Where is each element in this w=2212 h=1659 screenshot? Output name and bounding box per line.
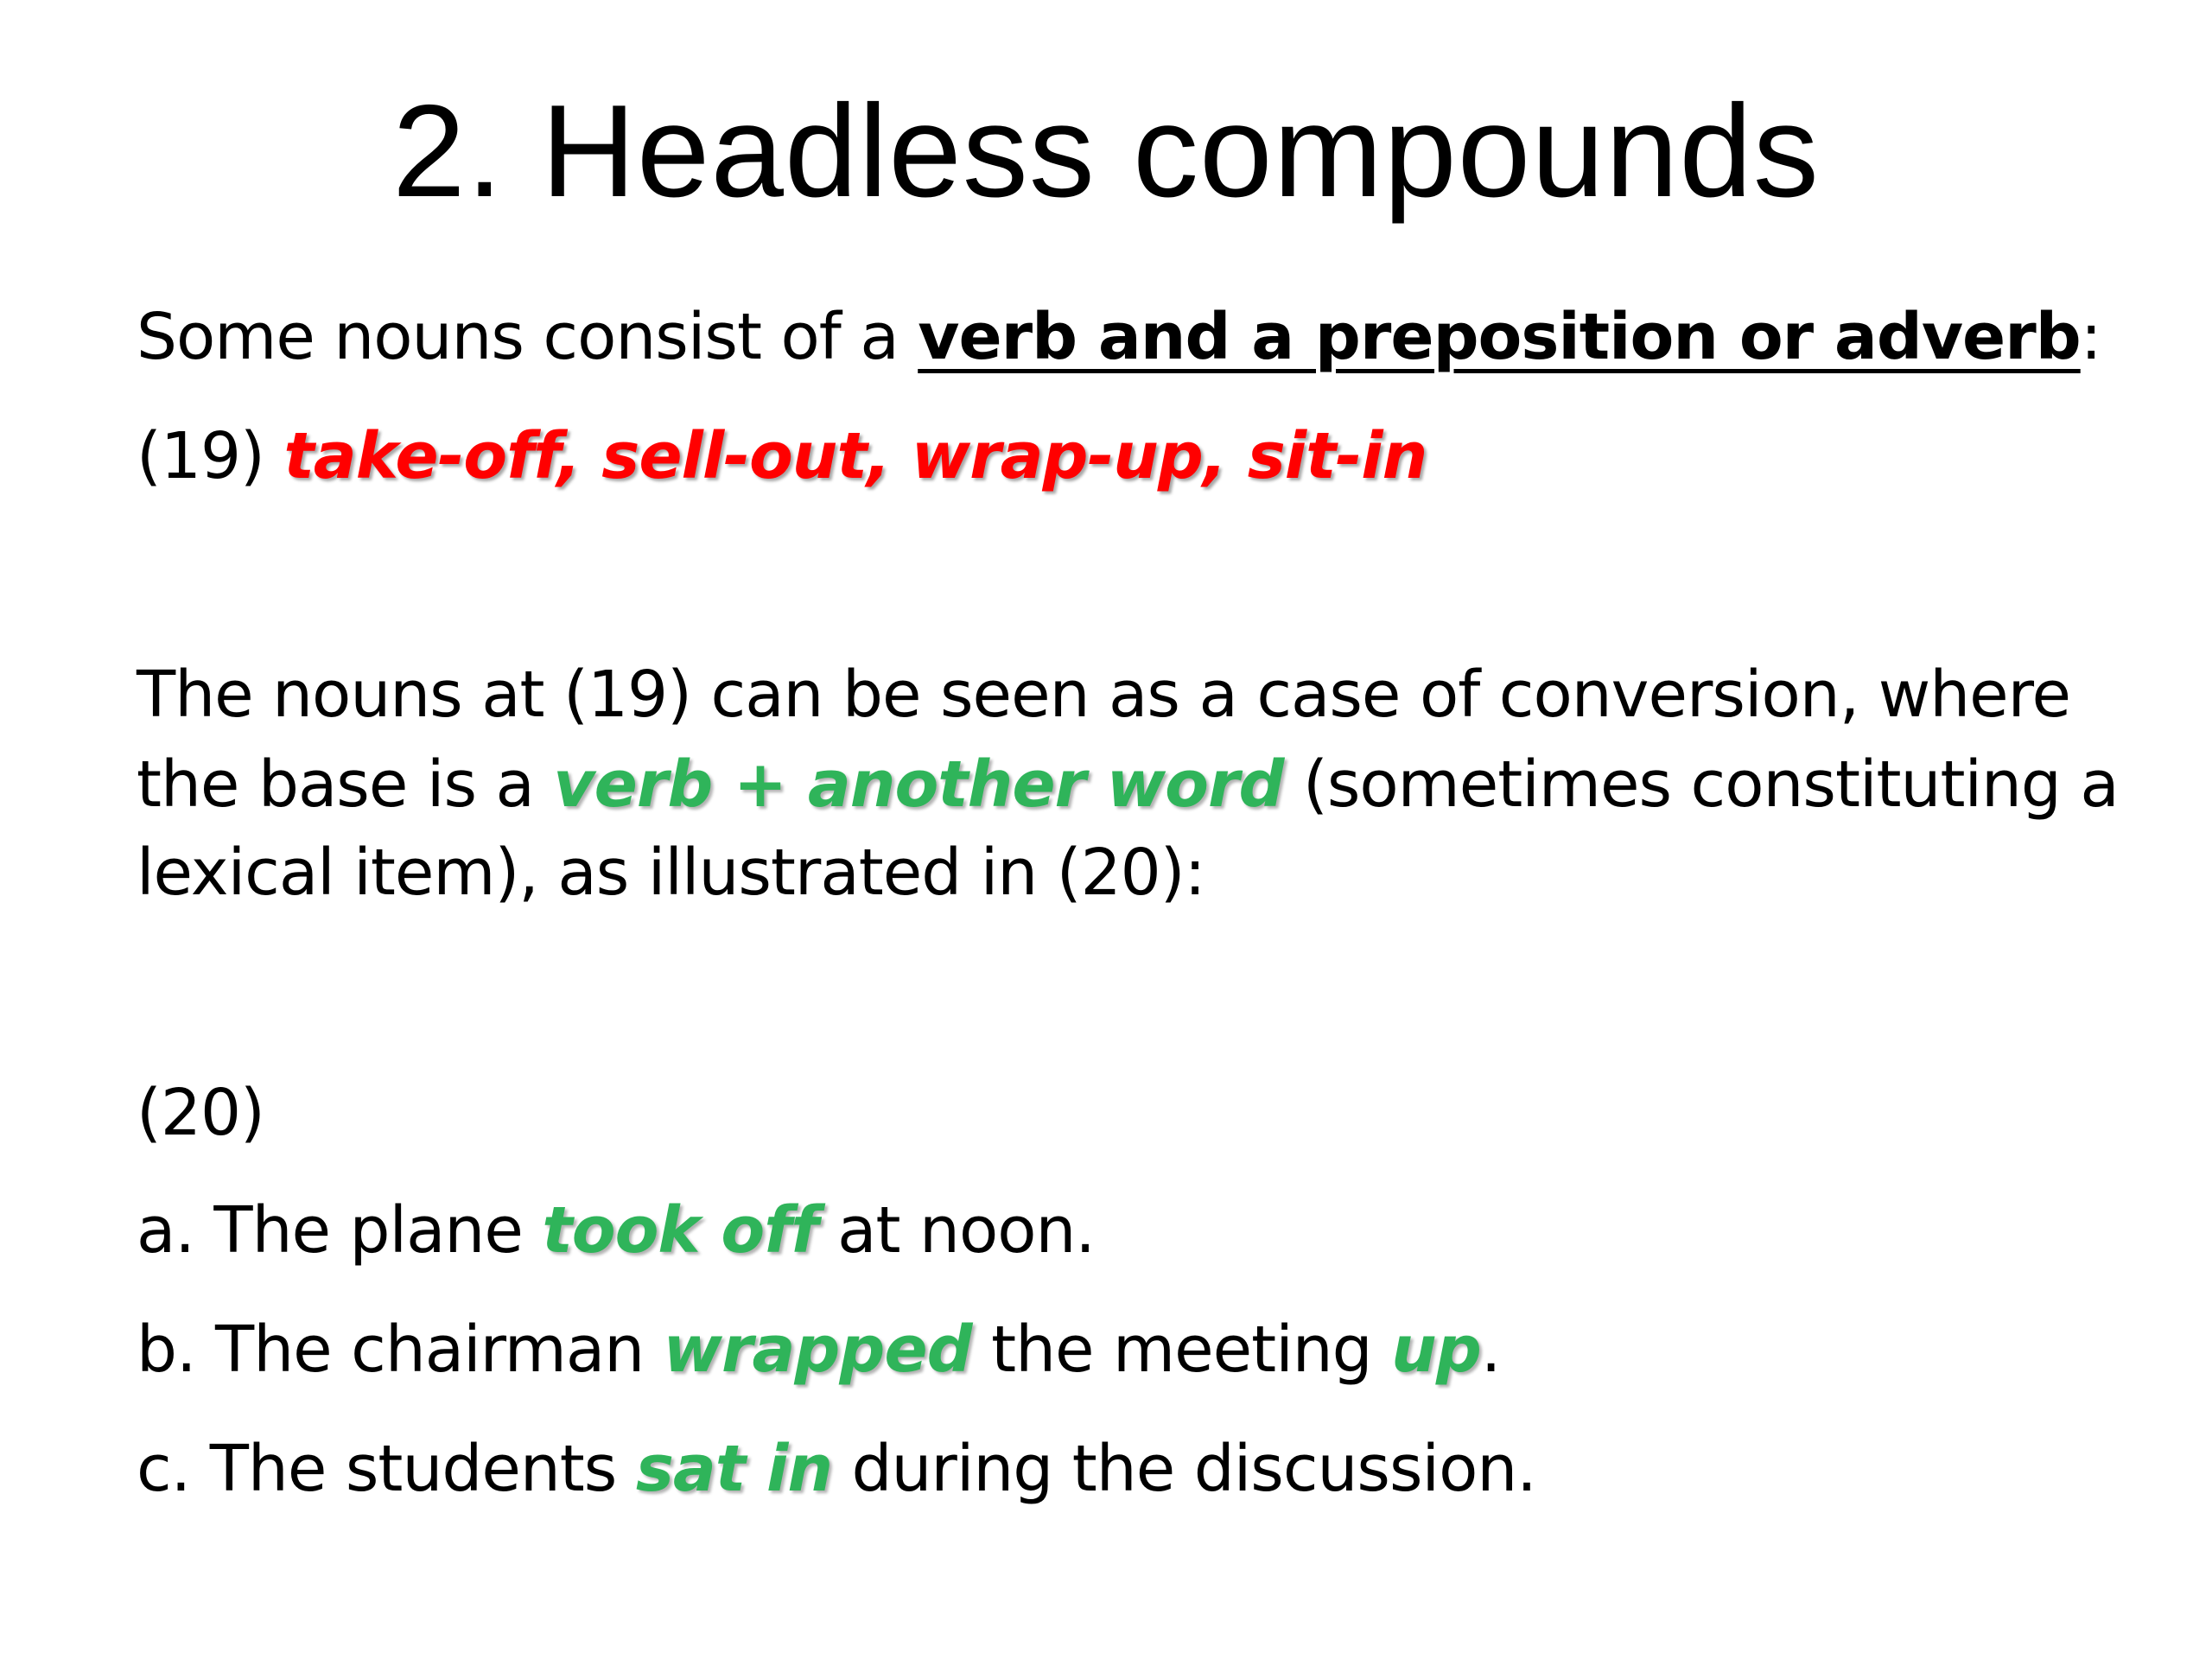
example-20b-emphasis-1: wrapped bbox=[663, 1313, 972, 1387]
paragraph-line-2 bbox=[137, 740, 2119, 830]
example-20b-emphasis-2: up bbox=[1391, 1313, 1481, 1387]
paragraph-line-2-suffix: (sometimes constituting a bbox=[1283, 747, 2119, 822]
paragraph-emphasis: verb + another word bbox=[553, 747, 1284, 822]
intro-line bbox=[137, 292, 2101, 382]
example-20c-prefix: c. The students bbox=[137, 1432, 636, 1506]
intro-prefix: Some nouns consist of a bbox=[137, 300, 918, 374]
example-19-label: (19) bbox=[137, 419, 284, 493]
paragraph-line-3: lexical item), as illustrated in (20): bbox=[137, 836, 1205, 910]
example-19-words: take-off, sell-out, wrap-up, sit-in bbox=[283, 419, 1427, 493]
example-20c-suffix: during the discussion. bbox=[832, 1432, 1536, 1506]
example-20a-emphasis: took off bbox=[542, 1193, 818, 1268]
paragraph-line-2-prefix: the base is a bbox=[137, 747, 554, 822]
intro-emphasis: verb and a preposition or adverb bbox=[918, 300, 2081, 374]
example-20a-suffix: at noon. bbox=[817, 1193, 1095, 1268]
example-20c-emphasis: sat in bbox=[635, 1432, 833, 1506]
example-20-label: (20) bbox=[137, 1076, 264, 1150]
intro-suffix: : bbox=[2080, 300, 2101, 374]
example-20a bbox=[137, 1185, 1095, 1275]
example-20a-prefix: a. The plane bbox=[137, 1193, 543, 1268]
example-20c bbox=[137, 1424, 1536, 1514]
example-20b-suffix: . bbox=[1480, 1313, 1501, 1387]
example-20b-prefix: b. The chairman bbox=[137, 1313, 664, 1387]
slide-title: 2. Headless compounds bbox=[392, 78, 1820, 225]
example-20b bbox=[137, 1305, 1500, 1395]
example-20b-middle: the meeting bbox=[971, 1313, 1392, 1387]
paragraph-line-1: The nouns at (19) can be seen as a case of conversion, where bbox=[137, 658, 2071, 732]
example-19-line bbox=[137, 411, 1427, 501]
